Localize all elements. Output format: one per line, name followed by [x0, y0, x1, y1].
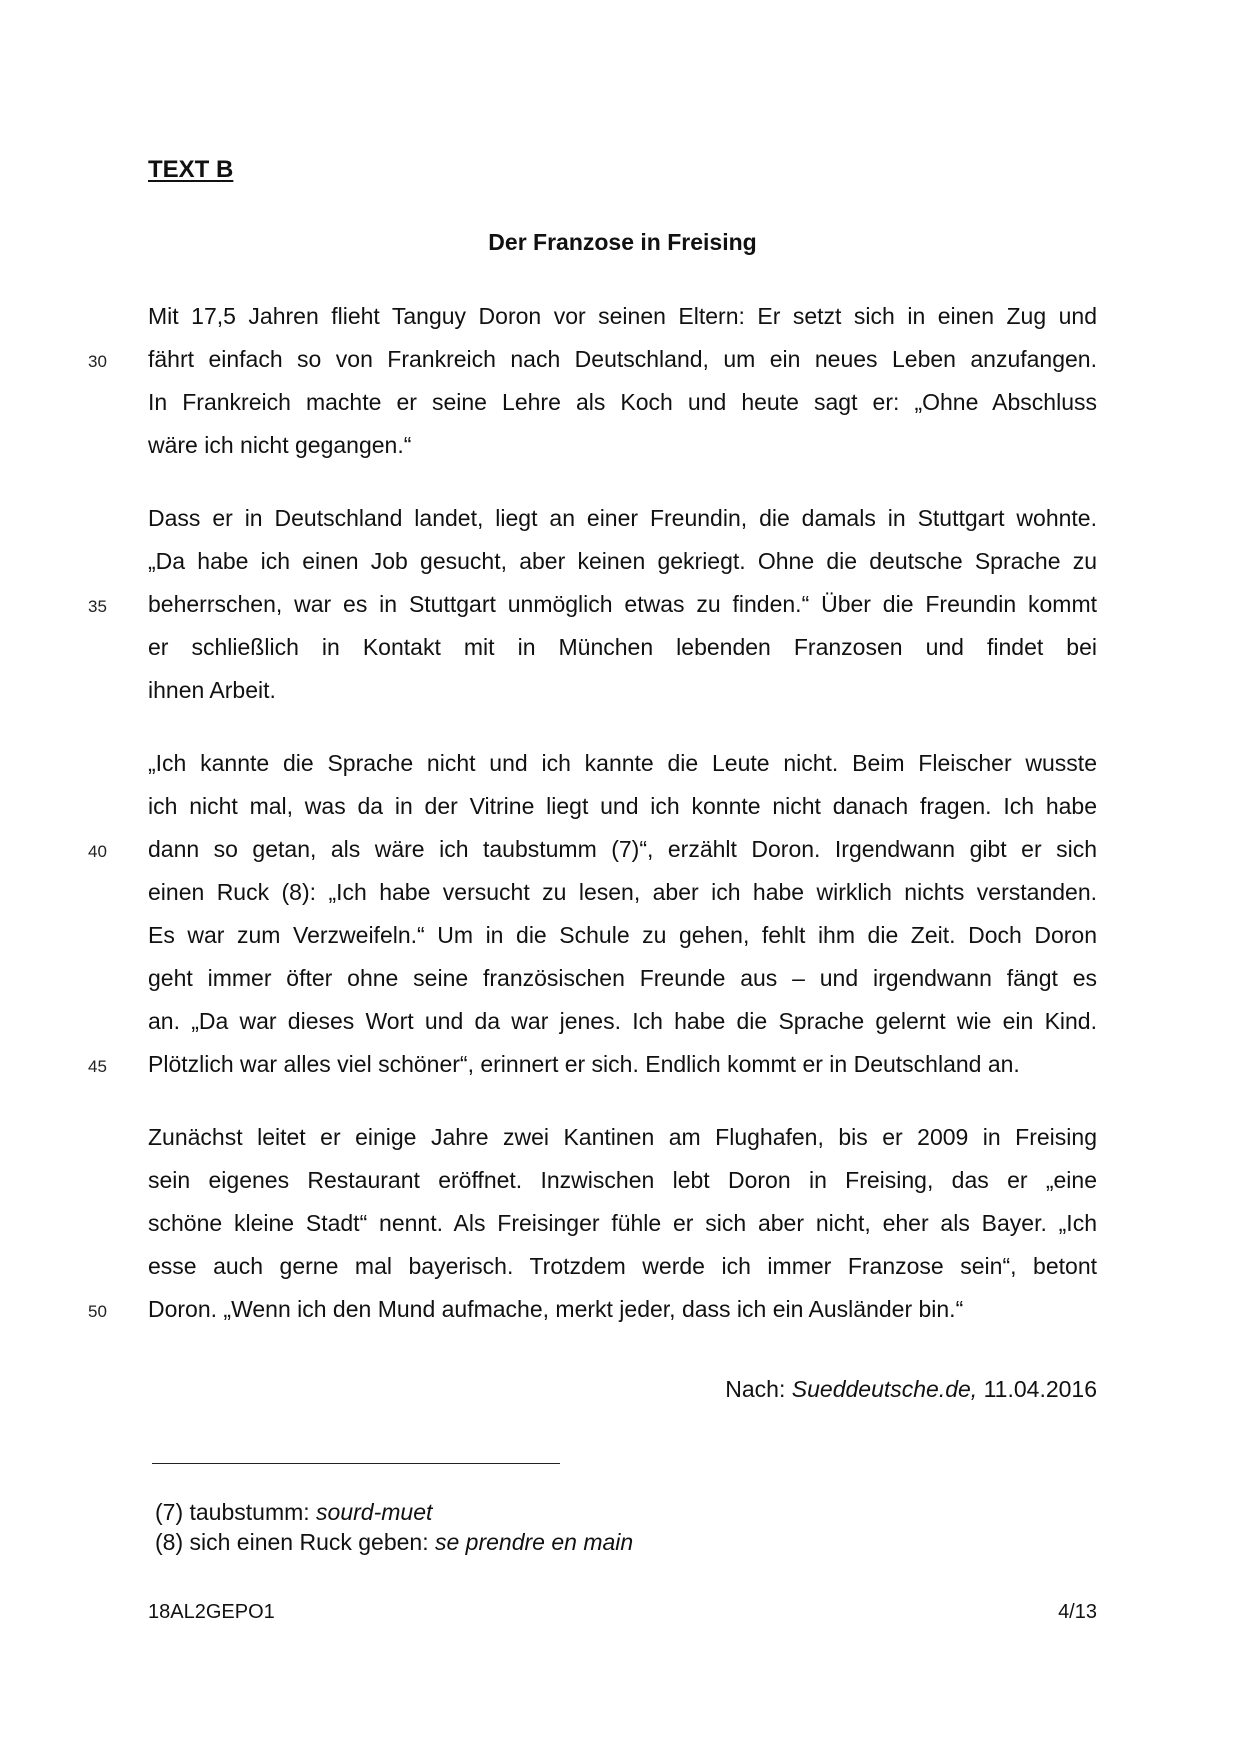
text-line: Dass er in Deutschland landet, liegt an einer Freundin, die damals in Stuttgart wohnte.: [148, 505, 1097, 531]
text-line: Es war zum Verzweifeln.“ Um in die Schule zu gehen, fehlt ihm die Zeit. Doch Doron: [148, 922, 1097, 948]
text-line: „Ich kannte die Sprache nicht und ich kannte die Leute nicht. Beim Fleischer wusste: [148, 750, 1097, 776]
footnote: [155, 1527, 633, 1557]
text-line: dann so getan, als wäre ich taubstumm (7)“, erzählt Doron. Irgendwann gibt er sich: [148, 836, 1097, 862]
article-title: Der Franzose in Freising: [488, 229, 757, 255]
text-line: sein eigenes Restaurant eröffnet. Inzwischen lebt Doron in Freising, das er „eine: [148, 1167, 1097, 1193]
text-line: geht immer öfter ohne seine französischen Freunde aus – und irgendwann fängt es: [148, 965, 1097, 991]
text-line: ihnen Arbeit.: [148, 677, 276, 703]
text-line: beherrschen, war es in Stuttgart unmöglich etwas zu finden.“ Über die Freundin kommt: [148, 591, 1097, 617]
footnote-divider: [152, 1463, 560, 1464]
text-line: an. „Da war dieses Wort und da war jenes. Ich habe die Sprache gelernt wie ein Kind.: [148, 1008, 1097, 1034]
line-number: 30: [88, 352, 107, 371]
section-heading: TEXT B: [148, 156, 234, 183]
text-line: In Frankreich machte er seine Lehre als Koch und heute sagt er: „Ohne Abschluss: [148, 389, 1097, 415]
text-line: er schließlich in Kontakt mit in München lebenden Franzosen und findet bei: [148, 634, 1097, 660]
source-publication: Sueddeutsche.de,: [791, 1376, 978, 1402]
line-number: 35: [88, 597, 107, 616]
text-line: Plötzlich war alles viel schöner“, erinnert er sich. Endlich kommt er in Deutschland an.: [148, 1051, 1020, 1077]
text-line: einen Ruck (8): „Ich habe versucht zu lesen, aber ich habe wirklich nichts verstanden.: [148, 879, 1097, 905]
document-code: 18AL2GEPO1: [148, 1601, 275, 1623]
text-line: ich nicht mal, was da in der Vitrine liegt und ich konnte nicht danach fragen. Ich habe: [148, 793, 1097, 819]
page-number: 4/13: [1058, 1601, 1097, 1623]
text-line: esse auch gerne mal bayerisch. Trotzdem werde ich immer Franzose sein“, betont: [148, 1253, 1097, 1279]
text-line: Doron. „Wenn ich den Mund aufmache, merkt jeder, dass ich ein Ausländer bin.“: [148, 1296, 964, 1322]
text-line: Mit 17,5 Jahren flieht Tanguy Doron vor seinen Eltern: Er setzt sich in einen Zug und: [148, 303, 1097, 329]
footnote-term: (8) sich einen Ruck geben:: [155, 1529, 435, 1555]
text-line: Zunächst leitet er einige Jahre zwei Kantinen am Flughafen, bis er 2009 in Freising: [148, 1124, 1097, 1150]
text-line: „Da habe ich einen Job gesucht, aber keinen gekriegt. Ohne die deutsche Sprache zu: [148, 548, 1097, 574]
footnote-translation: se prendre en main: [435, 1529, 634, 1555]
text-line: fährt einfach so von Frankreich nach Deutschland, um ein neues Leben anzufangen.: [148, 346, 1097, 372]
footnote: [155, 1497, 432, 1527]
text-line: wäre ich nicht gegangen.“: [148, 432, 412, 458]
source-date: 11.04.2016: [977, 1376, 1097, 1402]
source-citation: [725, 1368, 1097, 1411]
source-prefix: Nach:: [725, 1376, 792, 1402]
footnote-translation: sourd-muet: [316, 1499, 433, 1525]
text-line: schöne kleine Stadt“ nennt. Als Freisinger fühle er sich aber nicht, eher als Bayer. „Ich: [148, 1210, 1097, 1236]
footnote-term: (7) taubstumm:: [155, 1499, 317, 1525]
line-number: 50: [88, 1302, 107, 1321]
line-number: 40: [88, 842, 107, 861]
line-number: 45: [88, 1057, 107, 1076]
